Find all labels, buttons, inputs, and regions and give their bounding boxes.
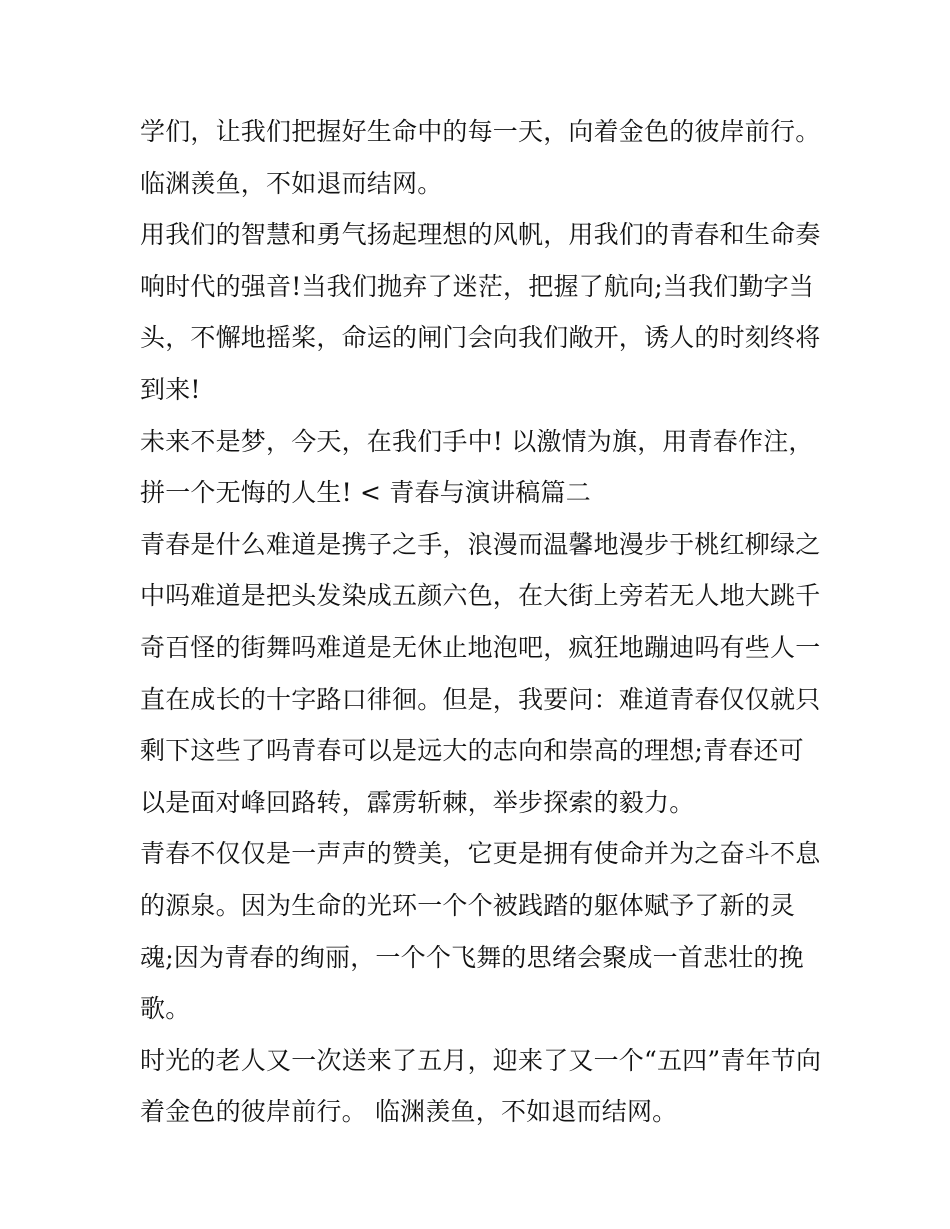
text-line: 以是面对峰回路转，霹雳斩棘，举步探索的毅力。: [140, 787, 695, 817]
text-line: 剩下这些了吗青春可以是远大的志向和崇高的理想;青春还可: [140, 736, 804, 766]
text-line: 学们，让我们把握好生命中的每一天，向着金色的彼岸前行。: [140, 117, 821, 146]
text-line: 中吗难道是把头发染成五颜六色，在大街上旁若无人地大跳千: [140, 581, 821, 611]
text-line: 时光的老人又一次送来了五月，迎来了又一个“五四”青年节向: [140, 1045, 822, 1075]
text-line: 拼一个无悔的人生! < 青春与演讲稿篇二: [140, 478, 591, 508]
text-line: 响时代的强音!当我们抛弃了迷茫，把握了航向;当我们勤字当: [140, 271, 815, 301]
text-line: 到来!: [140, 374, 201, 404]
text-line: 用我们的智慧和勇气扬起理想的风帆，用我们的青春和生命奏: [140, 220, 821, 250]
text-line: 临渊羡鱼，不如退而结网。: [140, 168, 443, 198]
text-line: 着金色的彼岸前行。 临渊羡鱼，不如退而结网。: [140, 1097, 678, 1127]
text-line: 青春不仅仅是一声声的赞美，它更是拥有使命并为之奋斗不息: [140, 839, 821, 869]
text-line: 魂;因为青春的绚丽，一个个飞舞的思绪会聚成一首悲壮的挽: [140, 942, 804, 972]
text-line: 直在成长的十字路口徘徊。但是，我要问：难道青春仅仅就只: [140, 684, 821, 714]
text-line: 青春是什么难道是携子之手，浪漫而温馨地漫步于桃红柳绿之: [140, 529, 821, 559]
text-line: 未来不是梦，今天，在我们手中! 以激情为旗，用青春作注，: [140, 426, 814, 456]
body-text: [140, 106, 822, 1138]
text-line: 奇百怪的街舞吗难道是无休止地泡吧，疯狂地蹦迪吗有些人一: [140, 632, 821, 662]
text-line: 的源泉。因为生命的光环一个个被践踏的躯体赋予了新的灵: [140, 890, 796, 920]
text-line: 歌。: [140, 994, 191, 1024]
text-line: 头，不懈地摇桨，命运的闸门会向我们敞开，诱人的时刻终将: [140, 323, 821, 353]
